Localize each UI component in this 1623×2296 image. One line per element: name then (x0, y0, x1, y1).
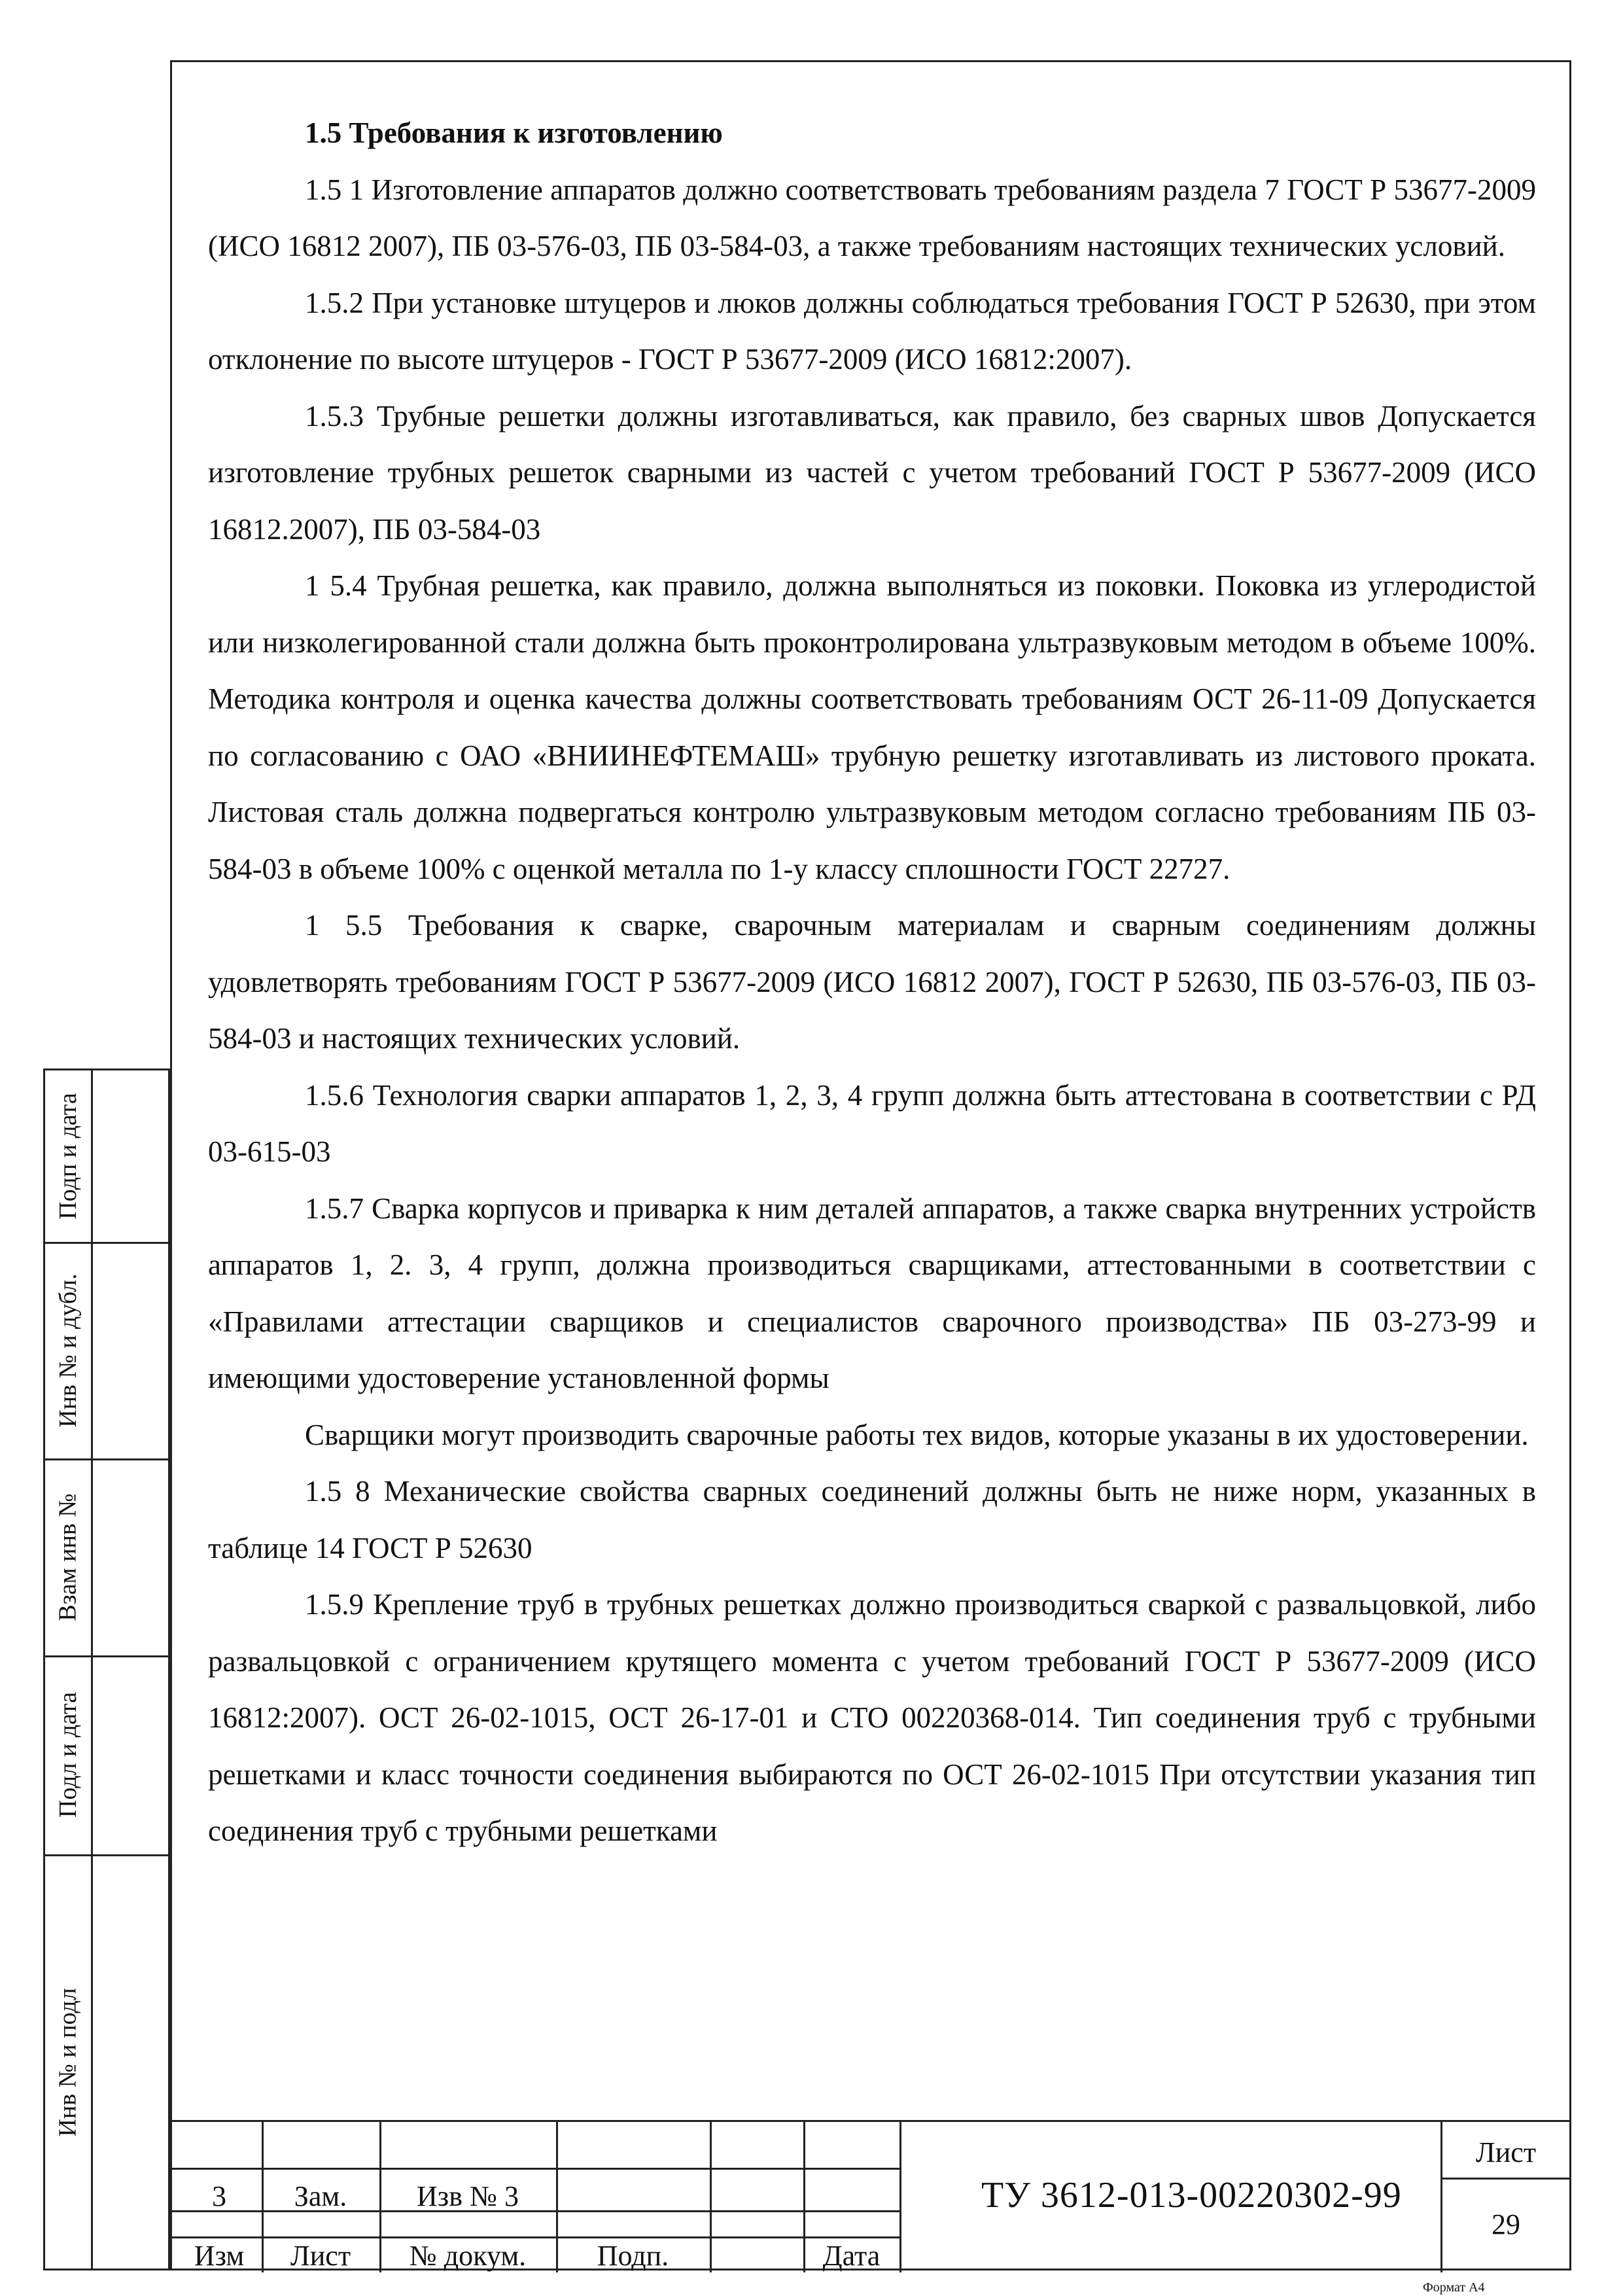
rev-change-no: 3 (212, 2180, 226, 2212)
rev-doc-no: Изв № 3 (417, 2180, 519, 2212)
paragraph-1-5-9: 1.5.9 Крепление труб в трубных решетках должно производиться сваркой с развальцовкой, либо развальцовкой с ограничением крутящего момента с учетом требований ГОСТ Р 53677-2009 (ИСО 16812:2007). ОСТ 26-02-1015, ОСТ 26-17-01 и СТО 00220368-014. Тип соединения труб с трубными решетками и класс точности соединения выбираются по ОСТ 26-02-1015 При отсутствии указания тип соединения труб с трубными решетками (208, 1588, 1536, 1847)
header-date: Дата (822, 2240, 881, 2272)
document-designation: ТУ 3612-013-00220302-99 (981, 2175, 1402, 2216)
side-cell-original-date: Подл и дата (54, 1691, 82, 1818)
paragraph-1-5-4: 1 5.4 Трубная решетка, как правило, должна выполняться из поковки. Поковка из углеродистой или низколегированной стали должна быть проконтролирована ультразвуковым методом в объеме 100%. Методика контроля и оценка качества должны соответствовать требованиям ОСТ 26-11-09 Допускается по согласованию с ОАО «ВНИИНЕФТЕМАШ» трубную решетку изготавливать из листового проката. Листовая сталь должна подвергаться контролю ультразвуковым методом согласно требованиям ПБ 03-584-03 в объеме 100% с оценкой металла по 1-у классу сплошности ГОСТ 22727. (208, 569, 1536, 885)
paragraph-1-5-5: 1 5.5 Требования к сварке, сварочным материалам и сварным соединениям должны удовлетворять требованиям ГОСТ Р 53677-2009 (ИСО 16812 2007), ГОСТ Р 52630, ПБ 03-576-03, ПБ 03-584-03 и настоящих технических условий. (208, 909, 1536, 1055)
side-cell-replacement-no: Взам инв № (54, 1492, 82, 1621)
paragraph-welders: Сварщики могут производить сварочные работы тех видов, которые указаны в их удостоверении. (305, 1418, 1529, 1451)
sheet-number: 29 (1492, 2208, 1520, 2240)
side-cell-original-no: Инв № и подл (54, 1988, 82, 2137)
header-sheet: Лист (290, 2240, 351, 2272)
paragraph-1-5-8: 1.5 8 Механические свойства сварных соединений должны быть не ниже норм, указанных в таблице 14 ГОСТ Р 52630 (208, 1475, 1536, 1564)
format-label: Формат А4 (1423, 2280, 1485, 2295)
section-heading: 1.5 Требования к изготовлению (305, 116, 723, 149)
rev-sheet: Зам. (294, 2180, 347, 2212)
paragraph-1-5-2: 1.5.2 При установке штуцеров и люков должны соблюдаться требования ГОСТ Р 52630, при этом отклонение по высоте штуцеров - ГОСТ Р 53677-2009 (ИСО 16812:2007). (208, 286, 1536, 376)
paragraph-1-5-7: 1.5.7 Сварка корпусов и приварка к ним деталей аппаратов, а также сварка внутренних устройств аппаратов 1, 2. 3, 4 групп, должна производиться сварщиками, аттестованными в соответствии с «Правилами аттестации сварщиков и специалистов сварочного производства» ПБ 03-273-99 и имеющими удостоверение установленной формы (208, 1192, 1536, 1394)
header-signature: Подп. (597, 2240, 669, 2272)
header-doc-no: № докум. (409, 2240, 527, 2272)
title-block (170, 2120, 1571, 2272)
document-body (208, 105, 1536, 1860)
paragraph-1-5-3: 1.5.3 Трубные решетки должны изготавливаться, как правило, без сварных швов Допускается изготовление трубных решеток сварными из частей с учетом требований ГОСТ Р 53677-2009 (ИСО 16812.2007), ПБ 03-584-03 (208, 399, 1536, 546)
paragraph-1-5-6: 1.5.6 Технология сварки аппаратов 1, 2, 3, 4 групп должна быть аттестована в соответствии с РД 03-615-03 (208, 1078, 1536, 1168)
side-cell-signature-date: Подп и дата (54, 1093, 82, 1220)
header-change: Изм (194, 2240, 245, 2272)
side-stamp-table (43, 1069, 170, 2270)
sheet-label: Лист (1475, 2136, 1537, 2168)
side-cell-duplicate-no: Инв № и дубл. (54, 1273, 82, 1428)
side-divider (91, 1070, 93, 2269)
paragraph-1-5-1: 1.5 1 Изготовление аппаратов должно соответствовать требованиям раздела 7 ГОСТ Р 53677-2009 (ИСО 16812 2007), ПБ 03-576-03, ПБ 03-584-03, а также требованиям настоящих технических условий. (208, 173, 1536, 262)
